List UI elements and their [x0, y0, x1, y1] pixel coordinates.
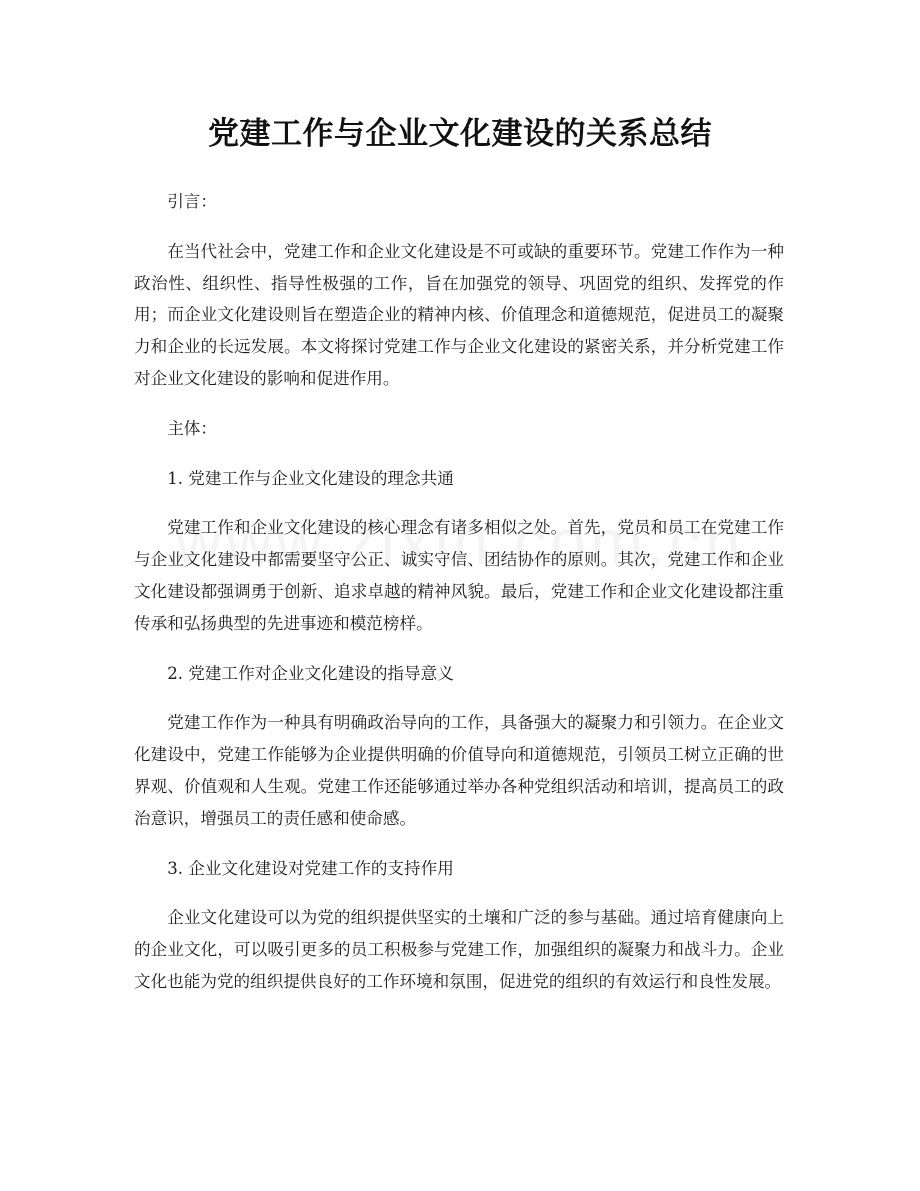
document-title: 党建工作与企业文化建设的关系总结 — [208, 116, 712, 152]
paragraph-1: 党建工作和企业文化建设的核心理念有诸多相似之处。首先，党员和员工在党建工作与企业文化建设中都需要坚守公正、诚实守信、团结协作的原则。其次，党建工作和企业文化建设都强调勇于创新、追求卓越的精神风貌。最后，党建工作和企业文化建设都注重传承和弘扬典型的先进事迹和模范榜样。 — [134, 518, 784, 633]
subheading-2: 2. 党建工作对企业文化建设的指导意义 — [167, 663, 454, 683]
document-body — [134, 186, 784, 1016]
section-heading-intro: 引言： — [167, 192, 217, 211]
section-heading-main: 主体： — [167, 418, 217, 438]
subheading-3: 3. 企业文化建设对党建工作的支持作用 — [167, 858, 454, 878]
paragraph-intro: 在当代社会中，党建工作和企业文化建设是不可或缺的重要环节。党建工作作为一种政治性、组织性、指导性极强的工作，旨在加强党的领导、巩固党的组织、发挥党的作用；而企业文化建设则旨在塑造企业的精神内核、价值理念和道德规范，促进员工的凝聚力和企业的长远发展。本文将探讨党建工作与企业文化建设的紧密关系，并分析党建工作对企业文化建设的影响和促进作用。 — [134, 241, 784, 388]
paragraph-2: 党建工作作为一种具有明确政治导向的工作，具备强大的凝聚力和引领力。在企业文化建设中，党建工作能够为企业提供明确的价值导向和道德规范，引领员工树立正确的世界观、价值观和人生观。党建工作还能够通过举办各种党组织活动和培训，提高员工的政治意识，增强员工的责任感和使命感。 — [134, 713, 784, 828]
paragraph-3: 企业文化建设可以为党的组织提供坚实的土壤和广泛的参与基础。通过培育健康向上的企业文化，可以吸引更多的员工积极参与党建工作，加强组织的凝聚力和战斗力。企业文化也能为党的组织提供良好的工作环境和氛围，促进党的组织的有效运行和良性发展。 — [134, 908, 784, 991]
subheading-1: 1. 党建工作与企业文化建设的理念共通 — [167, 468, 454, 488]
